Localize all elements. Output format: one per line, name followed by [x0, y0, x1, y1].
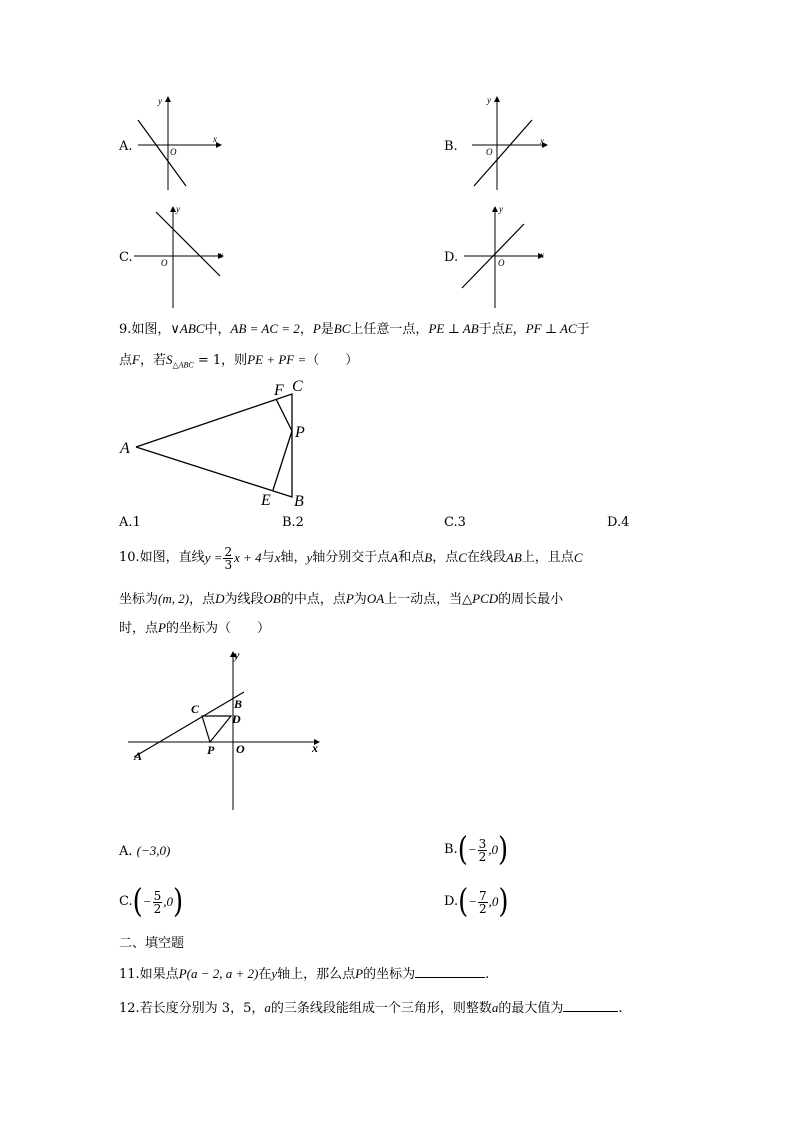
q9-line2: 点F，若$S_{\triangle ABC} = 1$，则PE + PF =（ ） — [119, 352, 359, 370]
option-b-label: B. — [444, 139, 458, 154]
x-axis-label: x — [213, 134, 217, 144]
q9-option-d: D.4 — [607, 515, 630, 530]
label-f: F — [274, 382, 284, 399]
section-title-fill-in: 二、填空题 — [119, 936, 185, 951]
origin-label: O — [486, 147, 493, 157]
q9-option-b: B.2 — [282, 515, 304, 530]
q10-option-b: B. ( − $\frac{3}{2}$ ,0 ) — [444, 831, 509, 869]
label-o: O — [236, 742, 245, 756]
label-b: B — [294, 493, 304, 510]
q10-option-d: D. ( − $\frac{7}{2}$ ,0 ) — [444, 883, 509, 921]
y-axis-label: y — [176, 204, 180, 214]
option-b-graph — [462, 92, 557, 192]
q9-line1: 9.如图，∨ABC中，AB = AC = 2，P是BC上任意一点，PE ⊥ AB于点E，PF ⊥ AC于 — [119, 321, 590, 337]
label-e: E — [261, 492, 271, 509]
origin-label: O — [170, 147, 177, 157]
y-axis-label: y — [234, 648, 240, 662]
q10-option-a: A. (−3,0) — [119, 843, 171, 859]
x-axis-label: x — [540, 250, 544, 260]
x-axis-label: x — [312, 741, 318, 755]
label-p: P — [295, 424, 305, 441]
label-a: A — [134, 749, 143, 763]
label-c: C — [191, 702, 200, 716]
y-axis-label: y — [158, 96, 162, 106]
q11-text: 11.如果点P(a − 2, a + 2)在y轴上，那么点P的坐标为 . — [119, 966, 490, 982]
option-d-graph — [458, 202, 553, 312]
q9-option-a: A.1 — [119, 515, 141, 530]
q10-line2: 坐标为(m, 2)，点D为线段OB的中点，点P为OA上一动点，当△PCD的周长最小 — [119, 591, 564, 607]
x-axis-label: x — [540, 136, 544, 146]
option-c-label: C. — [119, 250, 133, 265]
origin-label: O — [161, 258, 168, 268]
label-c: C — [292, 378, 303, 395]
option-a-graph — [128, 92, 223, 192]
q10-line3: 时，点P的坐标为（ ） — [119, 620, 270, 636]
option-d-label: D. — [444, 250, 459, 265]
q12-answer-blank[interactable] — [563, 999, 618, 1012]
q10-option-c: C. ( − $\frac{5}{2}$ ,0 ) — [119, 883, 184, 921]
label-d: D — [232, 712, 241, 726]
q9-option-c: C.3 — [444, 515, 466, 530]
q10-coordinate-figure — [124, 645, 329, 815]
option-a-label: A. — [119, 139, 133, 154]
y-axis-label: y — [499, 204, 503, 214]
q10-line1: 10.如图，直线 y = $\frac{2}{3}$ x + 4 与 x 轴， y 轴分别交于点 A 和点 B ，点 C 在线段 AB 上，且点 C — [119, 544, 583, 572]
x-axis-label: x — [219, 250, 223, 260]
label-p: P — [207, 743, 215, 757]
origin-label: O — [498, 258, 505, 268]
option-c-graph — [128, 202, 228, 312]
label-a: A — [120, 440, 130, 457]
y-axis-label: y — [487, 95, 491, 105]
q11-answer-blank[interactable] — [415, 965, 485, 978]
q9-triangle-figure — [118, 375, 318, 510]
label-b: B — [234, 697, 243, 711]
q12-text: 12.若长度分别为 3，5，a的三条线段能组成一个三角形，则整数a的最大值为 . — [119, 1000, 623, 1016]
